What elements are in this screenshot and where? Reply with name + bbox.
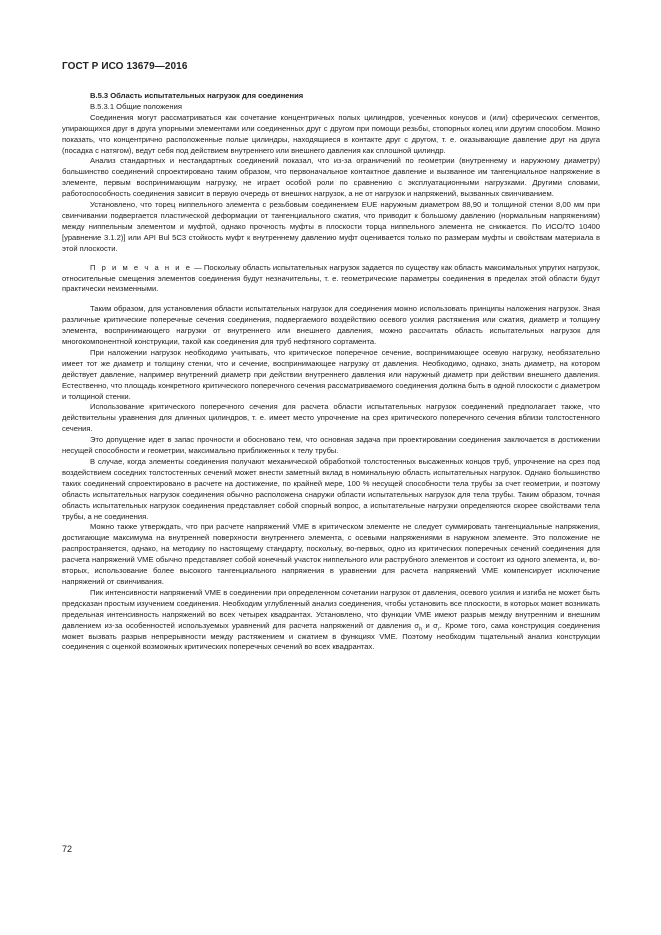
paragraph-6: Использование критического поперечного сечения для расчета области испытательных нагрузок соединений предполагает также, что действительны уравнения для длинных цилиндров, т. е. имеет место упрочнение на срез критического поперечного сечения вблизи толстостенного сечения. bbox=[62, 402, 600, 434]
note-label: П р и м е ч а н и е bbox=[90, 262, 192, 272]
paragraph-4: Таким образом, для установления области испытательных нагрузок для соединения можно использовать принципы наложения нагрузок. Зная различные критические поперечные сечения соединения, подвергаемого воздействию осевого усилия растяжения или сжатия, диаметр и толщину элемента, воспринимающего нагрузки от внутреннего или внешнего давления, можно рассчитать область испытательных нагрузок для многокомпонентной конструкции, такой как соединения для труб нефтяного сортамента. bbox=[62, 304, 600, 347]
paragraph-2: Анализ стандартных и нестандартных соединений показал, что из-за ограничений по геометрии (внутреннему и наружному диаметру) большинство соединений спроектировано таким образом, что первоначальное контактное давление и вызванное им тангенциальное напряжение в элементе, первым воспринимающим нагрузку, не играет особой роли по сравнению с эксплуатационными нагрузками. Другими словами, работоспособность соединения зависит в первую очередь от внешних нагрузок, а не от нагрузок и напряжений, вызванных свинчиванием. bbox=[62, 156, 600, 199]
note bbox=[62, 263, 600, 296]
paragraph-10 bbox=[62, 588, 600, 653]
document-body bbox=[62, 91, 600, 653]
sigma-subscript-r: r bbox=[437, 626, 440, 633]
paragraph-5: При наложении нагрузок необходимо учитывать, что критическое поперечное сечение, воспринимающее осевую нагрузку, необязательно имеет тот же диаметр и толщину стенки, что и сечение, воспринимающее нагрузку от давления. Необходимо, однако, знать диаметр, на котором действует давление, например внутренний диаметр при действии внутреннего давления или наружный диаметр при действии внешнего давления. Естественно, что площадь конкретного критического поперечного сечения рассматриваемого соединения должна быть в одной плоскости с диаметром и толщиной стенки. bbox=[62, 347, 600, 401]
paragraph-8: В случае, когда элементы соединения получают механической обработкой толстостенных высаженных концов труб, упрочнение на срез под воздействием соседних толстостенных сечений может внести заметный вклад в номинальную область испытательных нагрузок. Однако большинство таких соединений спроектировано в расчете на достижение, по крайней мере, 100 % несущей способности тела трубы за счет геометрии, и поэтому область испытательных нагрузок соединения обычно расположена снаружи области испытательных нагрузок для тела трубы. Таким образом, точная область испытательных нагрузок соединения представляет собой спорный вопрос, а испытательные нагрузки определяются скорее свойствами тела трубы, а не соединения. bbox=[62, 457, 600, 521]
paragraph-10-part-b: и σ bbox=[422, 620, 438, 630]
document-header: ГОСТ Р ИСО 13679—2016 bbox=[62, 61, 188, 72]
paragraph-7: Это допущение идет в запас прочности и обосновано тем, что основная задача при проектировании соединения заключается в достижении несущей способности и геометрии, максимально приближенных к телу трубы. bbox=[62, 435, 600, 456]
paragraph-9: Можно также утверждать, что при расчете напряжений VME в критическом элементе не следует суммировать тангенциальные напряжения, достигающие максимума на внутренней поверхности внутреннего элемента, с осевыми напряжениями в наружном элементе. Это положение не распространяется, однако, на методику по настоящему стандарту, поскольку, во-первых, одно из критических поперечных сечений соединения для расчета напряжений VME обычно представляет собой конечный участок ниппельного или раструбного элементов и состоит из одного элемента, и, во-вторых, использование более высокого тангенциального напряжения в уравнении для расчета напряжений VME компенсирует исключение напряжений от свинчивания. bbox=[62, 522, 600, 586]
paragraph-10-part-c: . Кроме того, сама конструкция соединения может вызвать разрыв непрерывности между растяжением и сжатием в функциях VME. Поэтому необходим тщательный анализ конструкции соединения с оценкой возможных критических поперечных сечений во всех квадрантах. bbox=[62, 620, 600, 652]
sigma-subscript-h: h bbox=[419, 626, 423, 633]
subsection-title: B.5.3.1 Общие положения bbox=[90, 101, 182, 111]
paragraph-3: Установлено, что торец ниппельного элемента с резьбовым соединением EUE наружным диаметром 88,90 и толщиной стенки 8,00 мм при свинчивании подвергается пластической деформации от тангенциального сжатия, что приводит к большому давлению (нормальным напряжениям) между ниппельным элементом и муфтой, однако прочность муфты в плоскости торца ниппельного элемента не снижается. По ИСО/ТО 10400 [уравнение 3.1.2)] или API Bul 5C3 стойкость муфт к внутреннему давлению муфт оценивается только по размерам муфты и свойствам материала в этой плоскости. bbox=[62, 200, 600, 253]
paragraph-1: Соединения могут рассматриваться как сочетание концентричных полых цилиндров, усеченных конусов и (или) сферических сегментов, упирающихся друг в друга упорными элементами или соединенных друг с другом при помощи резьбы, стопорных колец или другим способом. Можно показать, что концентрично расположенные полые цилиндры, находящиеся в контакте друг с другом, т. е. оказывающие давление друг на друга (посадка с натягом), ведут себя под действием внутреннего или внешнего давления как сплошной цилиндр. bbox=[62, 112, 600, 155]
section-title: B.5.3 Область испытательных нагрузок для соединения bbox=[90, 91, 304, 100]
note-text: — Поскольку область испытательных нагрузок задается по существу как область максимальных упругих нагрузок, относительные смещения элементов соединения будут незначительны, т. е. геометрические параметры соединения в пределах этой области будут практически неизменными. bbox=[62, 262, 600, 294]
paragraph-10-part-a: Пик интенсивности напряжений VME в соединении при определенном сочетании нагрузок от давления, осевого усилия и изгиба не может быть предсказан простым изучением соединения. Необходим углубленный анализ соединения, чтобы установить все плоскости, в которых может возникать предельная интенсивность напряжений во всех четырех квадрантах. Установлено, что функции VME имеют разрыв между внутренним и внешним давлением из-за особенностей используемых уравнений для расчета напряжений от давления σ bbox=[62, 587, 600, 630]
page-number: 72 bbox=[62, 844, 73, 854]
